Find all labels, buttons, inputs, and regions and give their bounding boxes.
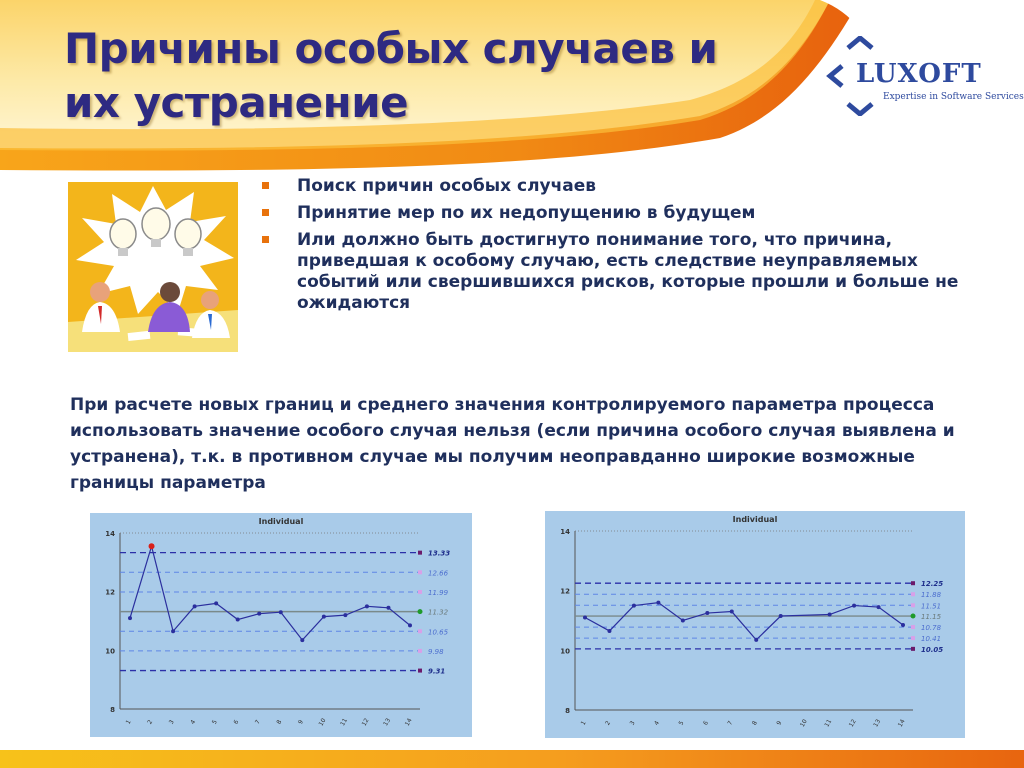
data-point	[656, 601, 660, 605]
footer-bar	[0, 750, 1024, 768]
chart-background	[90, 513, 472, 737]
limit-label: 9.98	[428, 647, 444, 656]
data-point	[730, 610, 734, 614]
data-point	[322, 615, 326, 619]
limit-marker	[911, 647, 915, 651]
limit-marker	[911, 625, 915, 629]
limit-label: 10.65	[428, 628, 449, 637]
y-tick-label: 12	[105, 588, 115, 597]
x-tick-label: 14	[896, 718, 907, 729]
limit-marker	[911, 614, 916, 619]
limit-marker	[418, 649, 422, 653]
limit-label: 11.51	[921, 602, 942, 611]
x-tick-label: 13	[872, 718, 883, 729]
x-tick-label: 7	[253, 718, 262, 726]
x-tick-label: 11	[823, 718, 834, 729]
x-tick-label: 14	[403, 717, 414, 728]
x-tick-label: 2	[146, 718, 155, 726]
limit-marker	[911, 603, 915, 607]
x-tick-label: 6	[702, 719, 710, 727]
x-tick-label: 5	[677, 719, 686, 727]
data-point	[681, 619, 685, 623]
chart-title: Individual	[258, 517, 304, 526]
data-point	[852, 604, 856, 608]
data-point	[901, 623, 905, 627]
bullet-marker-icon	[262, 182, 269, 189]
data-point	[705, 611, 709, 615]
y-tick-label: 12	[560, 587, 570, 596]
x-tick-label: 7	[726, 719, 735, 727]
y-tick-label: 14	[105, 530, 115, 538]
logo-tagline: Expertise in Software Services	[883, 92, 1024, 102]
data-point	[128, 616, 132, 620]
y-tick-label: 14	[560, 528, 570, 536]
x-tick-label: 12	[360, 717, 371, 728]
list-item: Или должно быть достигнуто понимание того, что причина, приведшая к особому случаю, есть следствие неуправляемых событий или свершившихся рисков, которые прошли и больше не ожидаются	[262, 230, 982, 314]
logo-name: LUXOFT	[856, 59, 982, 89]
bullet-list	[262, 176, 982, 320]
x-tick-label: 10	[317, 717, 328, 728]
data-point	[236, 618, 240, 622]
chart-svg	[545, 511, 965, 738]
data-point	[257, 612, 261, 616]
x-tick-label: 8	[275, 718, 284, 726]
data-point	[607, 629, 611, 633]
data-point	[171, 629, 175, 633]
limit-label: 11.32	[428, 608, 449, 617]
limit-marker	[418, 570, 422, 574]
control-chart-recalculated	[545, 511, 965, 738]
data-point	[828, 613, 832, 617]
x-tick-label: 4	[653, 719, 662, 727]
data-point	[343, 613, 347, 617]
x-tick-label: 13	[382, 717, 393, 728]
limit-label: 13.33	[428, 549, 451, 558]
data-point	[279, 610, 283, 614]
limit-label: 10.78	[921, 624, 942, 633]
y-tick-label: 10	[560, 647, 570, 656]
y-tick-label: 10	[105, 647, 115, 656]
limit-label: 12.25	[921, 580, 944, 589]
data-point	[300, 638, 304, 642]
limit-marker	[911, 581, 915, 585]
x-tick-label: 10	[798, 718, 809, 729]
title-line-1: Причины особых случаев и	[64, 24, 718, 73]
chart-title: Individual	[732, 515, 778, 524]
limit-marker	[911, 592, 915, 596]
limit-label: 11.88	[921, 591, 942, 600]
chart-svg	[90, 513, 472, 737]
limit-label: 9.31	[428, 667, 446, 676]
data-point	[386, 606, 390, 610]
list-item: Принятие мер по их недопущению в будущем	[262, 203, 982, 224]
x-tick-label: 1	[124, 718, 133, 726]
limit-marker	[911, 636, 915, 640]
body-paragraph: При расчете новых границ и среднего значения контролируемого параметра процесса использовать значение особого случая нельзя (если причина особого случая выявлена и устранена), т.к. в противном случае мы получим неоправданно широкие возможные границы параметра	[70, 395, 955, 493]
x-tick-label: 12	[847, 718, 858, 729]
x-tick-label: 9	[775, 719, 784, 727]
limit-label: 11.99	[428, 588, 449, 597]
data-point	[779, 614, 783, 618]
bullet-marker-icon	[262, 209, 269, 216]
x-tick-label: 3	[628, 719, 637, 727]
limit-label: 10.05	[921, 645, 944, 654]
x-tick-label: 6	[232, 718, 241, 726]
x-tick-label: 4	[189, 718, 198, 726]
x-tick-label: 2	[604, 719, 613, 727]
x-tick-label: 5	[210, 718, 219, 726]
list-item: Поиск причин особых случаев	[262, 176, 982, 197]
data-point	[149, 543, 155, 549]
data-point	[365, 604, 369, 608]
bullet-marker-icon	[262, 236, 269, 243]
x-tick-label: 11	[339, 717, 350, 728]
x-tick-label: 3	[167, 718, 176, 726]
data-point	[193, 604, 197, 608]
y-tick-label: 8	[565, 707, 570, 715]
data-point	[408, 623, 412, 627]
limit-marker	[418, 609, 423, 614]
limit-marker	[418, 629, 422, 633]
x-tick-label: 8	[750, 719, 759, 727]
data-point	[214, 601, 218, 605]
limit-label: 11.15	[921, 613, 942, 622]
data-point	[632, 604, 636, 608]
limit-marker	[418, 551, 422, 555]
x-tick-label: 9	[297, 718, 305, 726]
idea-meeting-clipart-icon	[68, 182, 238, 352]
data-point	[754, 638, 758, 642]
limit-label: 10.41	[921, 635, 942, 644]
data-point	[583, 616, 587, 620]
limit-marker	[418, 669, 422, 673]
data-point	[877, 605, 881, 609]
y-tick-label: 8	[110, 706, 115, 714]
control-chart-with-outlier	[90, 513, 472, 737]
title-line-2: их устранение	[64, 78, 409, 127]
x-tick-label: 1	[579, 719, 588, 727]
limit-label: 12.66	[428, 569, 449, 578]
slide-title	[64, 22, 717, 130]
limit-marker	[418, 590, 422, 594]
